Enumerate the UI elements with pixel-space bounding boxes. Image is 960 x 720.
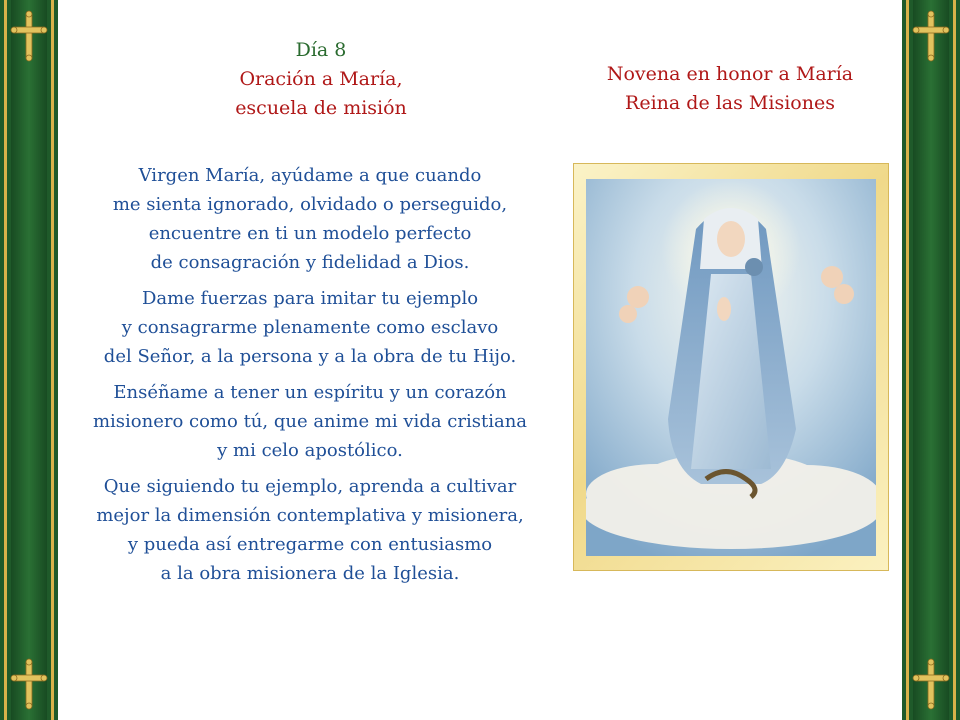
prayer-line: me sienta ignorado, olvidado o perseguido, bbox=[112, 194, 508, 215]
prayer-title-line: Oración a María, bbox=[239, 68, 403, 90]
prayer-text bbox=[58, 161, 562, 595]
prayer-line: Que siguiendo tu ejemplo, aprenda a cultivar bbox=[103, 476, 517, 497]
prayer-line: mejor la dimensión contemplativa y misionera, bbox=[96, 505, 524, 526]
prayer-line: del Señor, a la persona y a la obra de tu Hijo. bbox=[103, 346, 517, 367]
virgin-mary-painting bbox=[586, 179, 876, 556]
novena-title-line: Novena en honor a María bbox=[606, 63, 854, 85]
gold-cross-icon bbox=[10, 10, 48, 62]
prayer-line: Virgen María, ayúdame a que cuando bbox=[138, 165, 482, 186]
novena-heading bbox=[570, 60, 890, 118]
prayer-paragraph bbox=[58, 472, 562, 588]
prayer-paragraph bbox=[58, 284, 562, 371]
virgin-mary-illustration bbox=[586, 179, 876, 556]
prayer-line: y consagrarme plenamente como esclavo bbox=[121, 317, 499, 338]
prayer-line: Enséñame a tener un espíritu y un corazón bbox=[113, 382, 507, 403]
prayer-line: y pueda así entregarme con entusiasmo bbox=[127, 534, 493, 555]
prayer-line: a la obra misionera de la Iglesia. bbox=[160, 563, 460, 584]
prayer-paragraph bbox=[58, 161, 562, 277]
day-heading bbox=[176, 36, 466, 123]
prayer-paragraph bbox=[58, 378, 562, 465]
gold-cross-icon bbox=[912, 10, 950, 62]
prayer-title-line: escuela de misión bbox=[235, 97, 407, 119]
gold-picture-frame bbox=[573, 163, 889, 571]
left-decorative-band bbox=[0, 0, 58, 720]
prayer-line: Dame fuerzas para imitar tu ejemplo bbox=[141, 288, 479, 309]
day-label: Día 8 bbox=[295, 39, 347, 61]
gold-cross-icon bbox=[912, 658, 950, 710]
prayer-line: y mi celo apostólico. bbox=[217, 440, 403, 461]
prayer-line: encuentre en ti un modelo perfecto bbox=[148, 223, 472, 244]
left-band-panel bbox=[11, 0, 47, 720]
prayer-line: misionero como tú, que anime mi vida cristiana bbox=[92, 411, 528, 432]
slide-content bbox=[58, 0, 902, 720]
novena-title-line: Reina de las Misiones bbox=[625, 92, 835, 114]
prayer-line: de consagración y fidelidad a Dios. bbox=[150, 252, 470, 273]
right-decorative-band bbox=[902, 0, 960, 720]
gold-cross-icon bbox=[10, 658, 48, 710]
right-band-panel bbox=[913, 0, 949, 720]
